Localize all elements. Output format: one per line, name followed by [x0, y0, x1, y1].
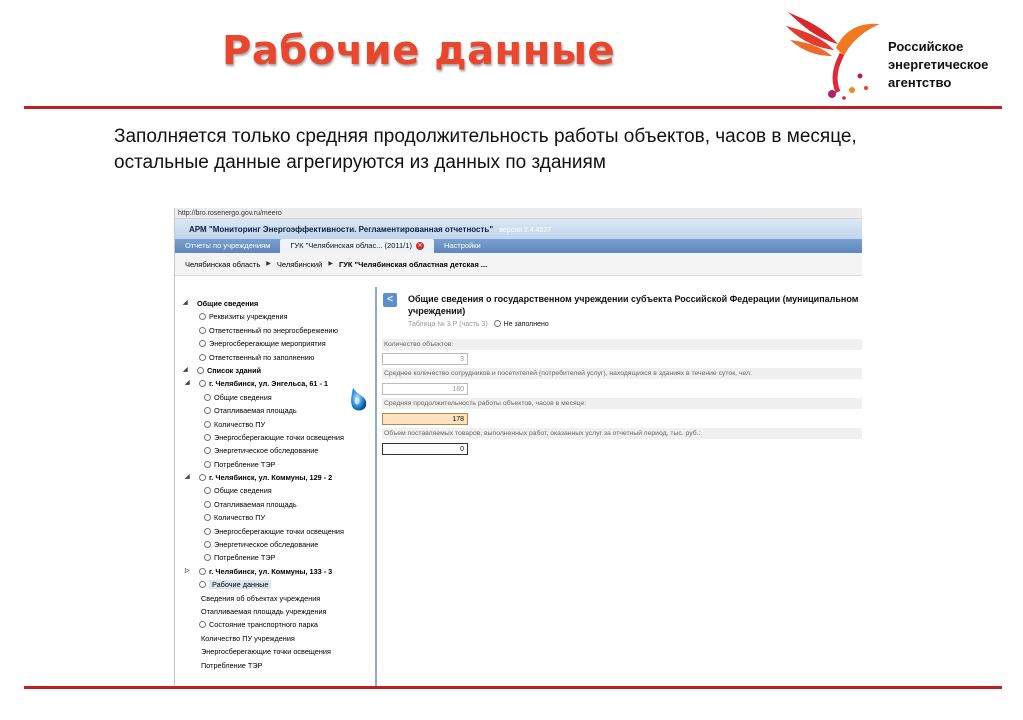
tree-item-label: Количество ПУ [214, 513, 266, 523]
tree-item-label: Потребление ТЭР [201, 660, 263, 670]
breadcrumb-item-institution: ГУК "Челябинская областная детская ... [338, 259, 488, 269]
tree-item-label: Потребление ТЭР [214, 553, 276, 563]
tree-item[interactable] [175, 605, 375, 618]
radio-icon [204, 554, 211, 561]
tab-settings[interactable] [434, 239, 491, 253]
tree-item[interactable] [175, 310, 375, 323]
tree-item-label: Список зданий [207, 365, 262, 375]
radio-icon [199, 327, 206, 334]
water-drop-icon [346, 384, 372, 414]
radio-icon [204, 394, 211, 401]
field-label-goods-volume: Объем поставляемых товаров, выполненных работ, оказанных услуг за отчетный период, тыс. руб.: [382, 428, 862, 439]
status-badge: Не заполнено [503, 321, 549, 328]
tree-item-label: Энергосберегающие мероприятия [209, 339, 326, 349]
chevron-right-icon: ▶ [328, 260, 333, 267]
form-panel [378, 287, 862, 686]
radio-icon [204, 407, 211, 414]
radio-icon [199, 568, 206, 575]
avg-people-field: 180 [382, 383, 468, 395]
radio-icon [204, 501, 211, 508]
breadcrumb-item-region[interactable]: Челябинская область [185, 259, 261, 269]
tree-item[interactable] [175, 645, 375, 658]
collapse-icon[interactable]: ◢ [185, 380, 190, 387]
tree-item-label: Состояние транспортного парка [209, 620, 318, 630]
tree-item-label: Энергетическое обследование [214, 540, 319, 550]
tab-label: Настройки [443, 241, 481, 250]
tree-item-label: Количество ПУ [214, 419, 266, 429]
radio-icon [199, 313, 206, 320]
tree-item[interactable] [175, 659, 375, 672]
tree-item[interactable] [175, 351, 375, 364]
top-divider [24, 106, 1002, 109]
tree-item[interactable] [175, 418, 375, 431]
chevron-right-icon: ▶ [266, 260, 271, 267]
tree-item-label: г. Челябинск, ул. Энгельса, 61 - 1 [209, 379, 328, 389]
tree-item[interactable] [175, 458, 375, 471]
tree-item[interactable] [175, 525, 375, 538]
radio-icon [199, 474, 206, 481]
radio-icon [199, 340, 206, 347]
tab-bar [175, 239, 862, 253]
tree-item[interactable] [175, 551, 375, 564]
app-title-text: АРМ "Мониторинг Энергоэффективности. Регламентированная отчетность" [189, 225, 494, 234]
tree-item[interactable] [175, 538, 375, 551]
tree-item-label: Энергосберегающие точки освещения [214, 526, 344, 536]
tree-item[interactable] [175, 364, 375, 377]
collapse-icon[interactable]: ◢ [185, 474, 190, 481]
app-screenshot [174, 208, 862, 686]
tree-item-label: Энергетическое обследование [214, 446, 319, 456]
tree-item-label: Отапливаемая площадь учреждения [201, 606, 327, 616]
collapse-icon[interactable]: ◢ [183, 300, 188, 306]
tree-item-label: Потребление ТЭР [214, 459, 276, 469]
radio-icon [197, 367, 204, 374]
radio-icon [204, 421, 211, 428]
radio-icon [204, 447, 211, 454]
collapse-icon[interactable]: ◢ [183, 366, 188, 373]
tree-item[interactable] [175, 565, 375, 578]
radio-icon [199, 380, 206, 387]
status-radio-icon [494, 320, 501, 327]
tree-item-label: Рабочие данные [209, 580, 271, 589]
tree-item[interactable] [175, 484, 375, 497]
bottom-divider [24, 686, 1002, 689]
tree-item-label: Количество ПУ учреждения [201, 633, 295, 643]
tree-item-label: Энергосберегающие точки освещения [201, 647, 331, 657]
radio-icon [199, 354, 206, 361]
tab-label: ГУК "Челябинская облас... (2011/1) [290, 241, 412, 250]
tree-item[interactable] [175, 444, 375, 457]
tab-reports[interactable] [175, 239, 280, 253]
tree-item-label: Отапливаемая площадь [214, 499, 297, 509]
radio-icon [204, 541, 211, 548]
tree-item[interactable] [175, 404, 375, 417]
tree-item-label: г. Челябинск, ул. Коммуны, 129 - 2 [209, 473, 333, 483]
radio-icon [204, 514, 211, 521]
navigation-tree [175, 287, 377, 686]
breadcrumb [175, 253, 862, 276]
tree-item[interactable] [175, 377, 375, 390]
form-title: Общие сведения о государственном учреждении субъекта Российской Федерации (муниципальном учреждении) [408, 294, 859, 316]
breadcrumb-item-district[interactable]: Челябинский [276, 259, 323, 269]
tree-item[interactable] [175, 324, 375, 337]
tab-institution[interactable] [280, 239, 434, 253]
tree-item-label: г. Челябинск, ул. Коммуны, 133 - 3 [209, 566, 333, 576]
tree-item[interactable] [175, 297, 375, 310]
app-title [189, 225, 551, 234]
tree-item-label: Общие сведения [197, 299, 259, 308]
tree-item[interactable] [175, 498, 375, 511]
tree-item-label: Энергосберегающие точки освещения [214, 432, 344, 442]
tree-item[interactable] [175, 592, 375, 605]
tab-label: Отчеты по учреждениям [185, 241, 271, 250]
tree-item-label: Реквизиты учреждения [209, 312, 288, 322]
expand-icon[interactable]: ▷ [185, 567, 190, 574]
url-bar[interactable]: http://bro.rosenergo.gov.ru/meero [175, 208, 862, 219]
app-header [175, 219, 862, 253]
tree-item-label: Отапливаемая площадь [214, 406, 297, 416]
tree-item[interactable] [175, 632, 375, 645]
tree-item[interactable] [175, 431, 375, 444]
tree-item[interactable] [175, 391, 375, 404]
field-label-work-hours: Средняя продолжительность работы объектов, часов в месяце: [382, 398, 862, 409]
tree-item-label: Сведения об объектах учреждения [201, 593, 321, 603]
tree-item-label: Ответственный по энергосбережению [209, 325, 338, 335]
radio-icon [204, 461, 211, 468]
radio-icon [204, 434, 211, 441]
logo-text: Российское энергетическое агентство [888, 39, 989, 90]
radio-icon [199, 581, 206, 588]
table-note [408, 320, 549, 328]
work-hours-input[interactable]: 178 [382, 413, 468, 425]
tree-item-label: Ответственный по заполнению [209, 352, 315, 362]
radio-icon [199, 621, 206, 628]
tree-item[interactable] [175, 337, 375, 350]
bird-logo-icon [780, 4, 890, 100]
radio-icon [204, 487, 211, 494]
slide-title: Рабочие данные [222, 28, 616, 74]
back-button[interactable]: < [383, 293, 397, 307]
goods-volume-input[interactable]: 0 [382, 443, 468, 455]
objects-count-field: 3 [382, 353, 468, 365]
app-version: версия 2.4.4227 [499, 227, 552, 234]
close-icon[interactable]: ✕ [417, 243, 423, 249]
tree-item[interactable] [175, 578, 375, 591]
tree-item-label: Общие сведения [214, 392, 272, 402]
field-label-avg-people: Среднее количество сотрудников и посетителей (потребителей услуг), находящихся в зданиях в течение суток, чел. [382, 368, 862, 379]
tree-item[interactable] [175, 618, 375, 631]
radio-icon [204, 528, 211, 535]
tree-item-label: Общие сведения [214, 486, 272, 496]
table-number: Таблица № 3.Р (часть 3) [408, 321, 488, 328]
intro-text: Заполняется только средняя продолжительность работы объектов, часов в месяце, остальные данные агрегируются из данных по зданиям [114, 126, 857, 173]
logo [780, 4, 1020, 100]
tree-item[interactable] [175, 471, 375, 484]
tree-item[interactable] [175, 511, 375, 524]
field-label-objects-count: Количество объектов: [382, 339, 862, 350]
